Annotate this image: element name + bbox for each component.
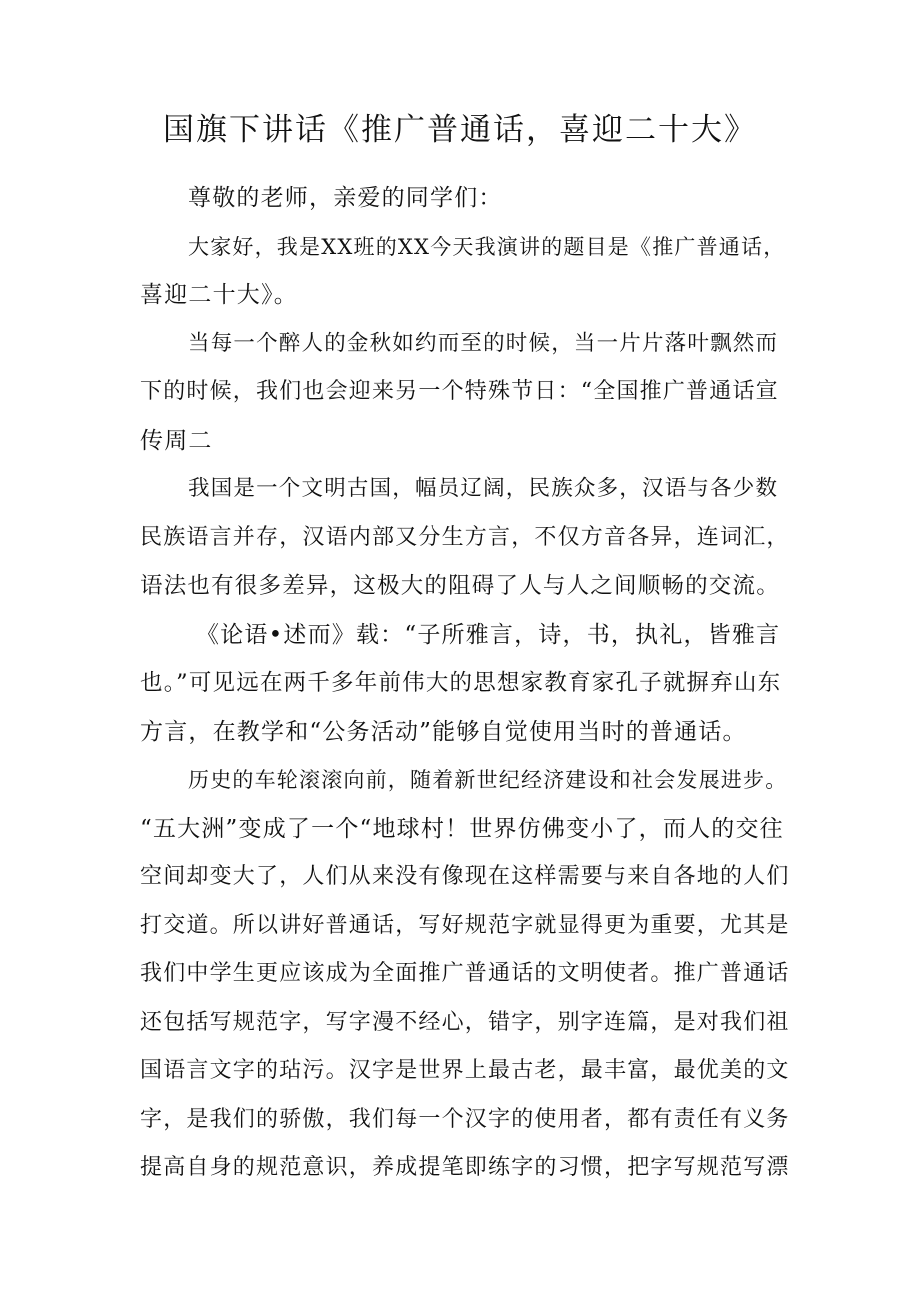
body-line: 历史的车轮滚滚向前，随着新世纪经济建设和社会发展进步。 [188, 768, 788, 792]
body-line: “五大洲”变成了一个“地球村！世界仿佛变小了，而人的交往 [140, 815, 784, 842]
body-line: 《论语•述而》载：“子所雅言，诗，书，执礼，皆雅言 [196, 621, 781, 648]
body-line: 语法也有很多差异，这极大的阻碍了人与人之间顺畅的交流。 [140, 573, 780, 599]
body-line: 大家好，我是XX班的XX今天我演讲的题目是《推广普通话， [188, 234, 786, 259]
document-body [140, 174, 790, 1193]
body-line: 下的时候，我们也会迎来另一个特殊节日：“全国推广普通话宣 [140, 379, 779, 404]
body-line: 国语言文字的玷污。汉字是世界上最古老，最丰富，最优美的文 [140, 1058, 790, 1083]
body-line: 也。”可见远在两千多年前伟大的思想家教育家孔子就摒弃山东 [140, 670, 782, 696]
body-line: 我国是一个文明古国，幅员辽阔，民族众多，汉语与各少数 [188, 476, 779, 501]
body-line: 打交道。所以讲好普通话，写好规范字就显得更为重要，尤其是 [140, 912, 790, 938]
body-line: 提高自身的规范意识，养成提笔即练字的习惯，把字写规范写漂 [140, 1155, 790, 1180]
body-line: 喜迎二十大》。 [140, 282, 298, 308]
body-line: 方言，在教学和“公务活动”能够自觉使用当时的普通话。 [140, 718, 747, 745]
body-line: 传周二 [140, 427, 213, 454]
body-line: 我们中学生更应该成为全面推广普通话的文明使者。推广普通话 [140, 961, 790, 986]
body-line: 当每一个醉人的金秋如约而至的时候，当一片片落叶飘然而 [188, 330, 779, 356]
body-line: 尊敬的老师，亲爱的同学们： [188, 185, 503, 211]
body-line: 空间却变大了，人们从来没有像现在这样需要与来自各地的人们 [140, 864, 790, 889]
document-title: 国旗下讲话《推广普通话，喜迎二十大》 [163, 112, 757, 148]
body-line: 还包括写规范字，写字漫不经心，错字，别字连篇，是对我们祖 [140, 1009, 790, 1035]
body-line: 民族语言并存，汉语内部又分生方言，不仅方音各异，连词汇， [140, 524, 790, 550]
body-line: 字，是我们的骄傲，我们每一个汉字的使用者，都有责任有义务 [140, 1106, 790, 1132]
